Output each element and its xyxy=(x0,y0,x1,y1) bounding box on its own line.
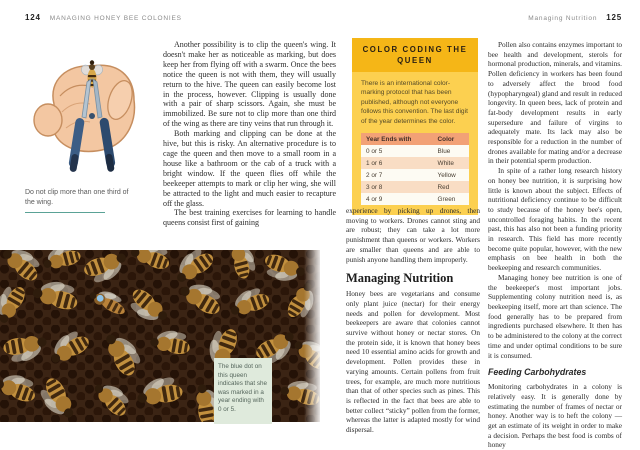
paragraph: Honey bees are vegetarians and consume only plant juice (nectar) for their energy needs and pollen for development. Most beekeepers are aware that colonies cannot survive without honey or nectar stores. On the protein side, it is known that honey bees need 10 essential amino acids for growth and development. Pollen provides these in varying amounts. Certain pollens from fruit trees, for example, are much more nutritious than that of other species such as pines. This is reflected in the fact that bees are able to better collect “sticky” pollen from the former, whereas the latter is adapted mostly for wind dispersal. xyxy=(346,289,480,435)
photo-edge-fade xyxy=(304,250,322,422)
section-heading: Managing Nutrition xyxy=(346,271,454,286)
paragraph: Both marking and clipping can be done at the hive, but this is risky. An alternative procedure is to cage the queen and then move to a small room in a house like a bathroom or the cab of a truck with a bright window. If the queen flies off while the beekeeper attempts to mark or clip her wing, she will be attracted to the light and much easier to recapture off the glass. xyxy=(163,129,336,208)
table-cell: Blue xyxy=(433,145,469,157)
table-header-cell: Color xyxy=(433,133,469,145)
table-cell: White xyxy=(433,157,469,169)
caption-rule xyxy=(25,212,105,213)
table-cell: 4 or 9 xyxy=(361,193,433,205)
sidebar-title: COLOR CODING THE QUEEN xyxy=(362,45,468,65)
table-cell: Green xyxy=(433,193,469,205)
table-row xyxy=(361,157,469,169)
sidebar-title-band xyxy=(352,38,478,72)
bee-colony-photo xyxy=(0,250,320,422)
photo-callout: The blue dot on this queen indicates that she was marked in a year ending with 0 or 5. xyxy=(214,358,272,424)
table-row xyxy=(361,169,469,181)
paragraph: Another possibility is to clip the queen's wing. It doesn't make her as noticeable as marking, but does keep her from flying off with a swarm. Once the bees notice the queen is not with them, they will usually return to the hive. The queen can easily become lost in the process, however. Clipping is usually done with a pair of sharp scissors. Again, she must be immobilized. Be sure not to clip more than one third of the wing as there are tiny veins that run through it. xyxy=(163,40,336,129)
table-row xyxy=(361,193,469,205)
paragraph: Monitoring carbohydrates in a colony is relatively easy. It is generally done by estimating the number of frames of nectar or honey. Another way is to heft the colony — get an estimate of its weight in order to make a decision. Perhaps the best food is combs of honey xyxy=(488,382,622,450)
table-row xyxy=(361,181,469,193)
table-cell: 1 or 6 xyxy=(361,157,433,169)
right-running-head-text: Managing Nutrition xyxy=(528,15,598,22)
paragraph: Pollen also contains enzymes important to bee health and development, sterols for hormonal production, minerals, and vitamins. Pollen deficiency in workers has been found to adversely affect the brood food (hypopharyngeal) gland and result in reduced longevity. In queen bees, lack of protein and fat-body development results in early supersedure and failure of virgins to adequately mate. Its lack may also be responsible for a reduction in the number of drones available for mating and/or a decrease in their potential sperm production. xyxy=(488,40,622,166)
right-page-number: 125 xyxy=(606,13,622,22)
illustration-caption: Do not clip more than one third of the wing. xyxy=(25,189,129,206)
table-header-row xyxy=(361,133,469,145)
paragraph: experience by picking up drones, then moving to workers. Drones cannot sting and are robust; they can take a lot more punishment than queens or workers. Workers are smaller than queens and are able to punish anyone handling them improperly. xyxy=(346,206,480,264)
sub-heading: Feeding Carbohydrates xyxy=(488,367,587,378)
paragraph: In spite of a rather long research history on honey bee nutrition, it is surprising how little is known about the subject. Effects of nutritional deficiency continue to be difficult to study because of the honey bee's open, uncontrolled foraging habits. In the recent past, this has also not been a funding priority in research. This field has more recently become quite popular, however, with the new emphasis on bee health in both the beekeeping and research communities. xyxy=(488,166,622,273)
hand-scissors-drawing xyxy=(20,42,158,184)
table-row xyxy=(361,145,469,157)
color-coding-sidebar xyxy=(352,38,478,215)
paragraph: The best training exercises for learning to handle queens consist first of gaining xyxy=(163,208,336,228)
middle-text-column xyxy=(346,206,480,435)
color-coding-table xyxy=(361,133,469,205)
left-running-head-text: MANAGING HONEY BEE COLONIES xyxy=(49,15,182,22)
sidebar-body xyxy=(352,72,478,215)
table-cell: Red xyxy=(433,181,469,193)
table-header-cell: Year Ends with xyxy=(361,133,433,145)
table-cell: 2 or 7 xyxy=(361,169,433,181)
table-cell: Yellow xyxy=(433,169,469,181)
right-text-column xyxy=(488,40,622,450)
sidebar-intro-text: There is an international color-marking protocol that has been published, although not everyone follows this convention. The last digit of the year determines the color. xyxy=(361,80,468,125)
table-cell: 0 or 5 xyxy=(361,145,433,157)
paragraph: Managing honey bee nutrition is one of the beekeeper's most important jobs. Supplementing colony nutrition need is, as beekeeping itself, more art than science. The food generally has to be prepared from ingredients purchased elsewhere. It then has to be administered to the colony at the correct time and under optimal conditions to be sure it is consumed. xyxy=(488,272,622,360)
left-running-head xyxy=(25,13,182,22)
right-running-head xyxy=(528,13,622,22)
queen-clipping-illustration xyxy=(20,42,158,184)
left-page-text-column xyxy=(163,40,336,228)
table-cell: 3 or 8 xyxy=(361,181,433,193)
left-page-number: 124 xyxy=(25,13,41,22)
